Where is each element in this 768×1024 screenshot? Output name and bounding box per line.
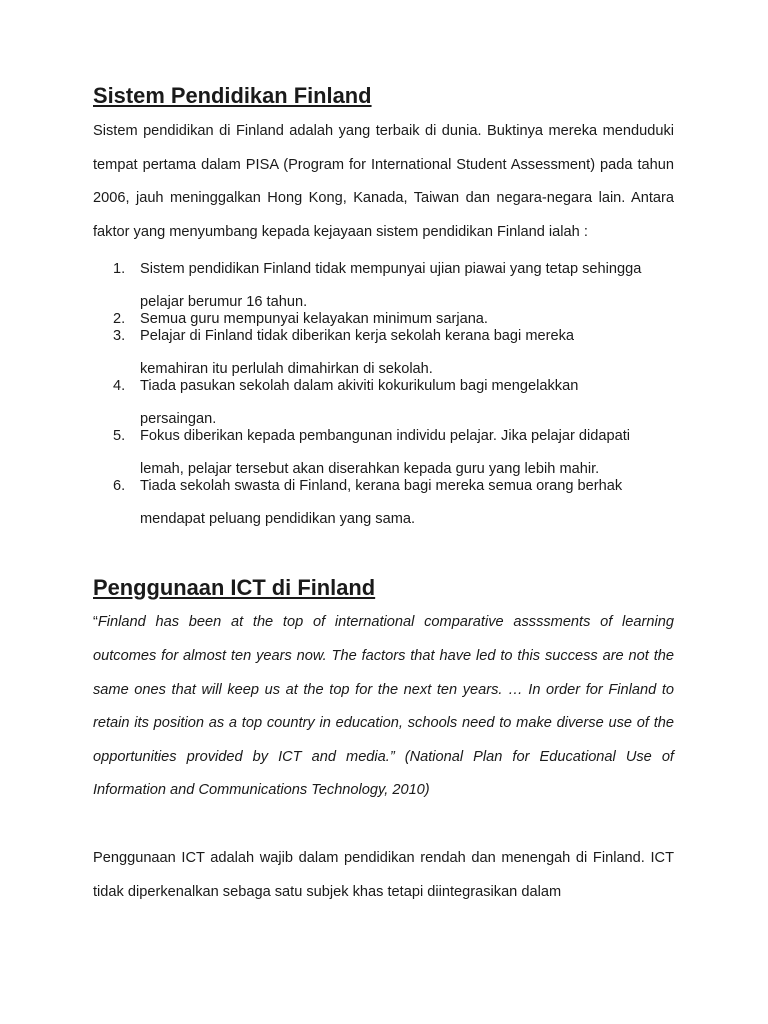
list-item-text-continued: persaingan. (140, 411, 217, 428)
list-item (93, 428, 674, 478)
intro-paragraph: Sistem pendidikan di Finland adalah yang terbaik di dunia. Buktinya mereka menduduki tempat pertama dalam PISA (Program for International Student Assessment) pada tahun 2006, jauh meninggalkan Hong Kong, Kanada, Taiwan dan negara-negara lain. Antara faktor yang menyumbang kepada kejayaan sistem pendidikan Finland ialah : (93, 123, 674, 240)
list-item (93, 478, 674, 528)
list-item-text-continued: kemahiran itu perlulah dimahirkan di sekolah. (140, 361, 433, 378)
section-heading-sistem-pendidikan: Sistem Pendidikan Finland (93, 83, 372, 108)
factor-list (93, 261, 674, 528)
list-item-number: 1. (113, 261, 126, 278)
list-item (93, 261, 674, 311)
list-item-number: 2. (113, 311, 126, 328)
list-item-text: Fokus diberikan kepada pembangunan individu pelajar. Jika pelajar didapati (140, 428, 631, 445)
list-item-text-continued: pelajar berumur 16 tahun. (140, 294, 308, 311)
list-item-number: 5. (113, 428, 126, 445)
list-item-number: 4. (113, 378, 126, 395)
list-item-text: Tiada pasukan sekolah dalam akiviti kokurikulum bagi mengelakkan (140, 378, 579, 395)
list-item-text-continued: mendapat peluang pendidikan yang sama. (140, 511, 416, 528)
list-item-text: Pelajar di Finland tidak diberikan kerja sekolah kerana bagi mereka (140, 328, 575, 345)
list-item-number: 3. (113, 328, 126, 345)
list-item (93, 378, 674, 428)
list-item-number: 6. (113, 478, 126, 495)
list-item-text: Tiada sekolah swasta di Finland, kerana bagi mereka semua orang berhak (140, 478, 623, 495)
body-paragraph: Penggunaan ICT adalah wajib dalam pendidikan rendah dan menengah di Finland. ICT tidak diperkenalkan sebaga satu subjek khas tetapi diintegrasikan dalam (93, 849, 674, 900)
quote-paragraph (93, 606, 674, 808)
list-item-text: Sistem pendidikan Finland tidak mempunyai ujian piawai yang tetap sehingga (140, 261, 642, 278)
document-content (93, 83, 674, 909)
quote-text: Finland has been at the top of international comparative assssments of learning outcomes for almost ten years now. The factors that have led to this success are not the same ones that will keep us at the top for the next ten years. … In order for Finland to retain its position as a top country in education, schools need to make diverse use of the opportunities provided by ICT and media.” (National Plan for Educational Use of Information and Communications Technology, 2010) (93, 614, 674, 799)
list-item (93, 311, 674, 328)
quote-open-mark: “ (93, 614, 98, 631)
list-item (93, 328, 674, 378)
list-item-text: Semua guru mempunyai kelayakan minimum sarjana. (140, 311, 488, 328)
section-heading-penggunaan-ict: Penggunaan ICT di Finland (93, 575, 376, 601)
list-item-text-continued: lemah, pelajar tersebut akan diserahkan kepada guru yang lebih mahir. (140, 461, 600, 478)
